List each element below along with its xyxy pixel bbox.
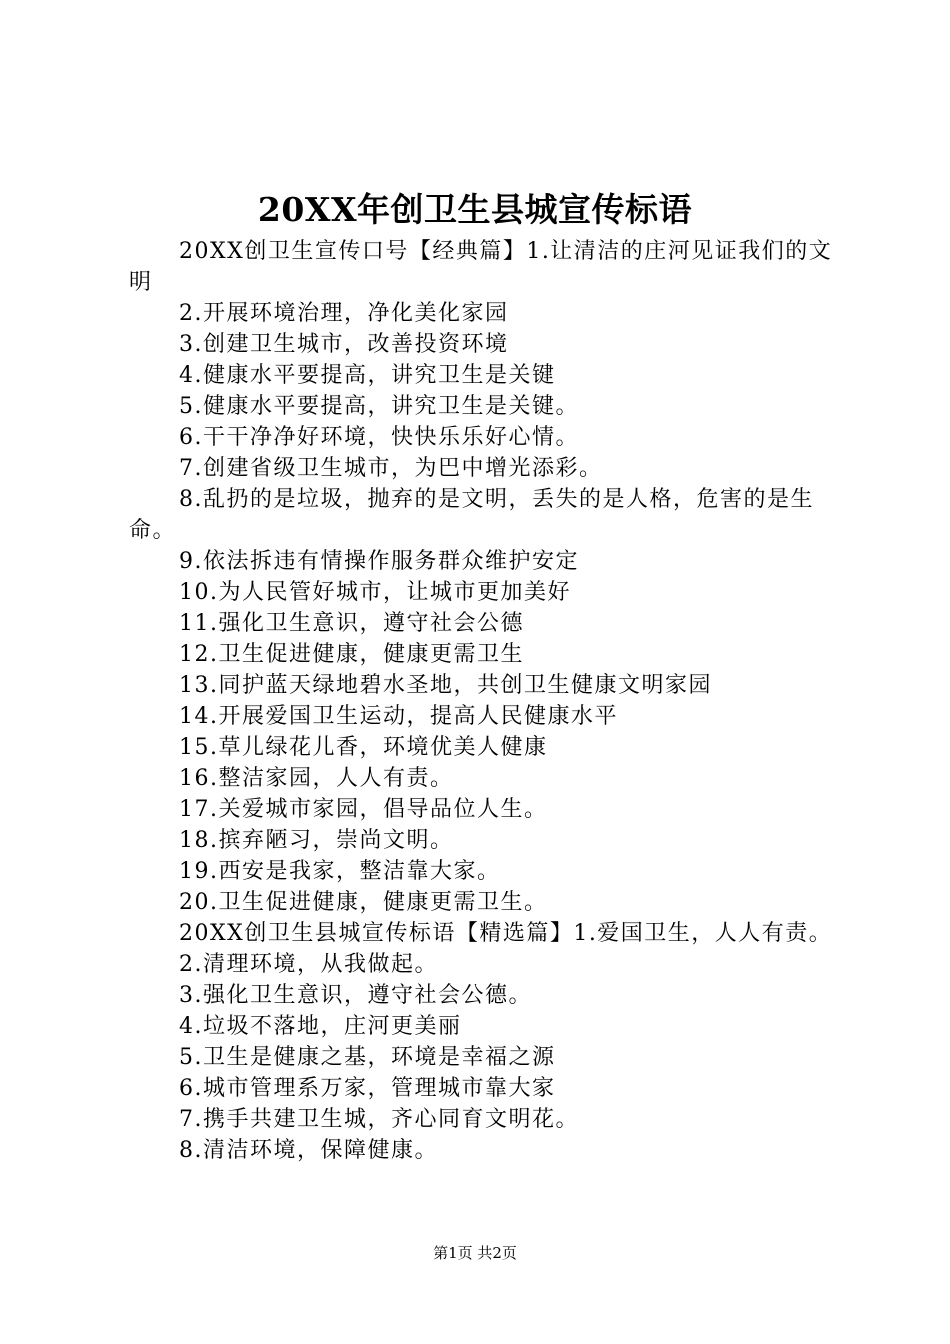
paragraph: 5.健康水平要提高，讲究卫生是关键。 bbox=[179, 394, 579, 419]
paragraph: 20XX创卫生宣传口号【经典篇】1.让清洁的庄河见证我们的文明 bbox=[129, 239, 833, 295]
paragraph: 4.垃圾不落地，庄河更美丽 bbox=[179, 1014, 462, 1039]
paragraph: 18.摈弃陋习，崇尚文明。 bbox=[179, 828, 454, 853]
paragraph: 15.草儿绿花儿香，环境优美人健康 bbox=[179, 735, 548, 760]
paragraph: 2.清理环境，从我做起。 bbox=[179, 952, 438, 977]
paragraph: 10.为人民管好城市，让城市更加美好 bbox=[179, 580, 571, 605]
document-body bbox=[129, 236, 835, 1166]
paragraph: 20XX创卫生县城宣传标语【精选篇】1.爱国卫生，人人有责。 bbox=[179, 921, 833, 946]
paragraph: 6.城市管理系万家，管理城市靠大家 bbox=[179, 1076, 556, 1101]
document-title: 20XX年创卫生县城宣传标语 bbox=[257, 190, 693, 229]
paragraph: 9.依法拆违有情操作服务群众维护安定 bbox=[179, 549, 579, 574]
paragraph: 19.西安是我家，整洁靠大家。 bbox=[179, 859, 501, 884]
paragraph: 20.卫生促进健康，健康更需卫生。 bbox=[179, 890, 548, 915]
paragraph: 5.卫生是健康之基，环境是幸福之源 bbox=[179, 1045, 556, 1070]
paragraph: 17.关爱城市家园，倡导品位人生。 bbox=[179, 797, 548, 822]
paragraph: 16.整洁家园，人人有责。 bbox=[179, 766, 454, 791]
paragraph: 4.健康水平要提高，讲究卫生是关键 bbox=[179, 363, 556, 388]
paragraph: 13.同护蓝天绿地碧水圣地，共创卫生健康文明家园 bbox=[179, 673, 712, 698]
paragraph: 8.乱扔的是垃圾，抛弃的是文明，丢失的是人格，危害的是生命。 bbox=[129, 487, 814, 543]
paragraph: 6.干干净净好环境，快快乐乐好心情。 bbox=[179, 425, 579, 450]
paragraph: 2.开展环境治理，净化美化家园 bbox=[179, 301, 509, 326]
paragraph: 14.开展爱国卫生运动，提高人民健康水平 bbox=[179, 704, 618, 729]
paragraph: 12.卫生促进健康，健康更需卫生 bbox=[179, 642, 524, 667]
paragraph: 3.创建卫生城市，改善投资环境 bbox=[179, 332, 509, 357]
page-footer: 第1页 共2页 bbox=[433, 1244, 517, 1262]
paragraph: 11.强化卫生意识，遵守社会公德 bbox=[179, 611, 524, 636]
paragraph: 7.携手共建卫生城，齐心同育文明花。 bbox=[179, 1107, 579, 1132]
paragraph: 7.创建省级卫生城市，为巴中增光添彩。 bbox=[179, 456, 603, 481]
paragraph: 8.清洁环境，保障健康。 bbox=[179, 1138, 438, 1163]
paragraph: 3.强化卫生意识，遵守社会公德。 bbox=[179, 983, 532, 1008]
